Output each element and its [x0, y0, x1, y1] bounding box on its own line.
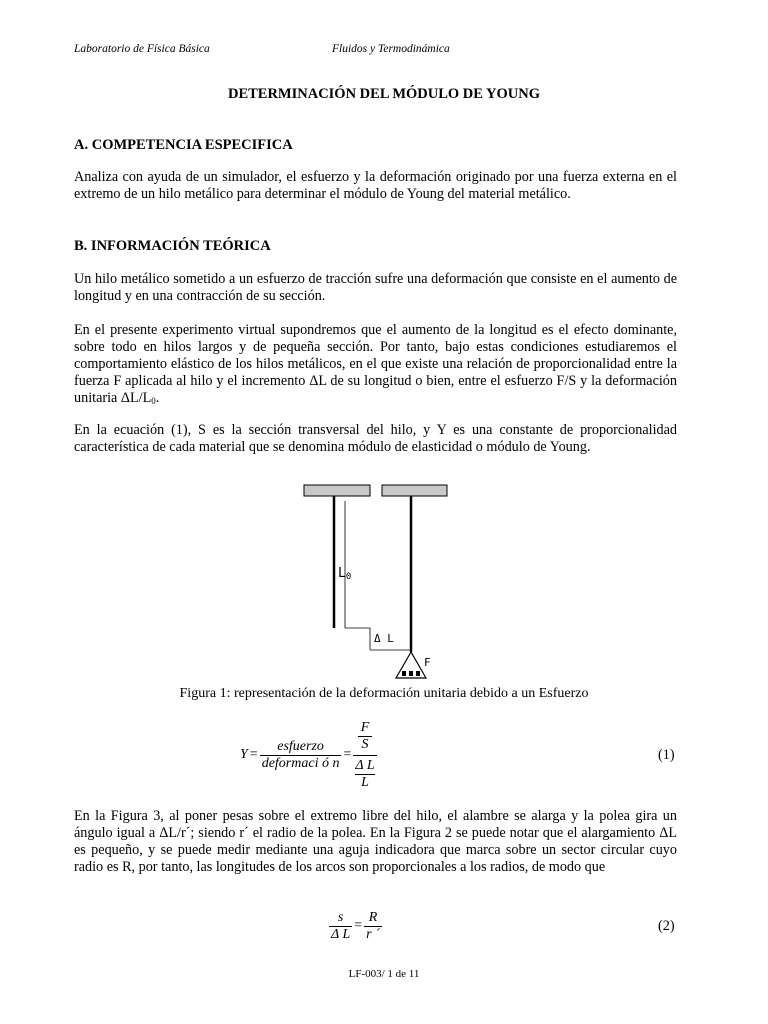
section-a-heading: A. COMPETENCIA ESPECIFICA [74, 137, 293, 153]
equation-1 [240, 717, 377, 793]
figure-1-diagram [290, 478, 460, 683]
page-footer: LF-003/ 1 de 11 [348, 968, 420, 980]
eq1-lhs: Y [240, 747, 248, 762]
section-b-paragraph-1: Un hilo metálico sometido a un esfuerzo de tracción sufre una deformación que consiste en el aumento de longitud y en una contracción de su sección. [74, 271, 677, 304]
p2-end: . [155, 390, 160, 406]
eq1-denominator: deformaci ó n [261, 755, 340, 771]
section-b-paragraph-3: En la ecuación (1), S es la sección transversal del hilo, y Y es una constante de proporcionalidad característica de cada material que se denomina módulo de elasticidad o módulo de Young. [74, 422, 677, 455]
left-support [304, 485, 370, 496]
eq2-r-prime: r ´ [366, 926, 380, 942]
label-l0 [338, 566, 351, 582]
eq2-r: R [364, 910, 382, 927]
paragraph-4: En la Figura 3, al poner pesas sobre el extremo libre del hilo, el alambre se alarga y la polea gira un ángulo igual a ΔL/r´; siendo r´ el radio de la polea. En la Figura 2 se puede notar que el alargamiento ΔL es pequeño, y se puede medir mediante una aguja indicadora que marca sobre un sector circular cuyo radio es R, por tanto, las longitudes de los arcos son proporcionales a los radios, de modo que [74, 808, 677, 875]
label-l0-sub: 0 [345, 572, 352, 582]
eq2-fraction-right [364, 910, 382, 943]
header-left: Laboratorio de Física Básica [74, 43, 210, 55]
eq1-fraction-2 [353, 720, 376, 791]
eq1-l: L [361, 774, 369, 790]
eq1-numerator: esfuerzo [260, 739, 342, 756]
eq2-delta-l: Δ L [331, 926, 351, 942]
eq1-upper-fraction [353, 720, 376, 756]
label-delta-l: Δ L [374, 632, 394, 645]
p2-subscript: 0 [151, 396, 156, 406]
weight-block [402, 671, 406, 676]
section-b-heading: B. INFORMACIÓN TEÓRICA [74, 238, 271, 254]
eq1-delta-l: Δ L [355, 757, 375, 773]
right-support [382, 485, 447, 496]
eq2-fraction-left [329, 910, 352, 943]
section-b-paragraph-2 [74, 322, 677, 410]
eq1-lower-fraction [353, 756, 376, 791]
eq1-s: S [361, 736, 369, 752]
weight-block [409, 671, 413, 676]
eq2-equals: = [354, 918, 363, 933]
section-a-text: Analiza con ayuda de un simulador, el esfuerzo y la deformación originado por una fuerza externa en el extremo de un hilo metálico para determinar el módulo de Young del material metálico. [74, 169, 677, 202]
header-center: Fluidos y Termodinámica [332, 43, 450, 55]
page-title: DETERMINACIÓN DEL MÓDULO DE YOUNG [227, 86, 541, 102]
weight-block [416, 671, 420, 676]
eq2-s: s [329, 910, 352, 927]
figure-1-caption: Figura 1: representación de la deformación unitaria debido a un Esfuerzo [179, 686, 589, 701]
label-force: F [424, 656, 431, 669]
equation-1-number: (1) [658, 747, 675, 763]
eq1-equals-2: = [343, 747, 352, 762]
label-l0-text: L [338, 566, 346, 581]
eq1-equals-1: = [249, 747, 258, 762]
eq1-f: F [358, 720, 372, 737]
eq1-fraction-1 [260, 739, 342, 772]
equation-2-number: (2) [658, 918, 675, 934]
equation-2 [329, 907, 382, 945]
p2-text: En el presente experimento virtual supondremos que el aumento de la longitud es el efecto dominante, sobre todo en hilos largos y de pequeña sección. Por tanto, bajo estas condiciones estudiaremos el comportamiento elástico de los hilos metálicos, en el que existe una relación de proporcionalidad entre la fuerza F aplicada al hilo y el incremento ΔL de su longitud o bien, entre el esfuerzo F/S y la deformación unitaria ΔL/L [74, 322, 677, 406]
